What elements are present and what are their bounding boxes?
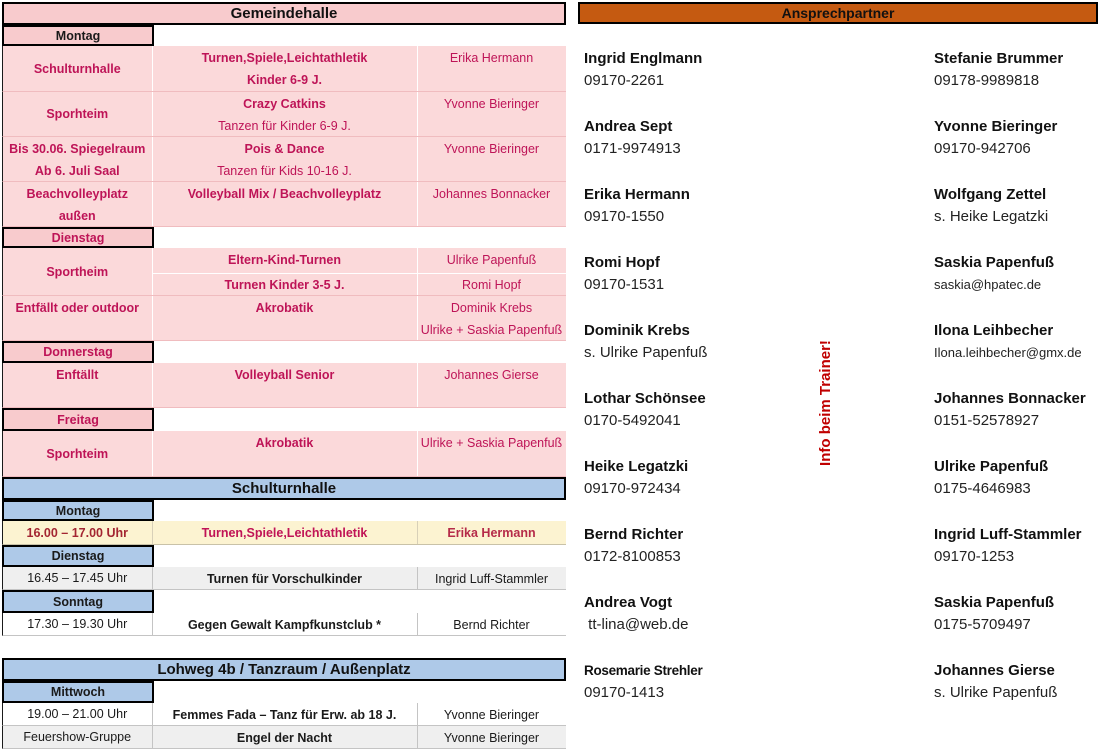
cell-text: Gegen Gewalt Kampfkunstclub *: [187, 618, 382, 632]
activity-cell: [152, 363, 418, 407]
cell-text: Ulrike + Saskia Papenfuß: [420, 323, 563, 337]
table-row: [2, 296, 566, 341]
table-row: [2, 726, 566, 749]
room-cell: [3, 703, 152, 725]
contact-name: Yvonne Bieringer: [934, 118, 1058, 135]
day-label: Donnerstag: [2, 341, 154, 363]
cell-text: Yvonne Bieringer: [443, 97, 540, 111]
day-row: [2, 590, 566, 613]
contact-info: 0171-9974913: [584, 140, 681, 157]
contact-entry: [584, 660, 924, 728]
contact-entry: [584, 184, 924, 252]
contact-name: Ingrid Luff-Stammler: [934, 526, 1082, 543]
cell-text: Turnen Kinder 3-5 J.: [153, 273, 417, 295]
room-cell: [3, 726, 152, 748]
section-title: Schulturnhalle: [2, 477, 566, 500]
contact-info: s. Heike Legatzki: [934, 208, 1049, 225]
trainer-cell: [418, 46, 566, 91]
table-row: [2, 182, 566, 227]
room-cell: [3, 431, 152, 476]
trainer-cell: [418, 567, 566, 589]
cell-text: Turnen für Vorschulkinder: [206, 572, 363, 586]
contacts-panel-title: Ansprechpartner: [578, 2, 1098, 24]
cell-text: 16.00 – 17.00 Uhr: [26, 525, 128, 540]
trainer-cell: [418, 431, 566, 476]
schedule-section: [2, 2, 566, 477]
contact-info: s. Ulrike Papenfuß: [584, 344, 708, 361]
contact-info: 09170-972434: [584, 480, 681, 497]
cell-text: Dominik Krebs: [450, 301, 533, 315]
cell-text: Eltern-Kind-Turnen: [228, 253, 341, 267]
contact-info: 09170-942706: [934, 140, 1031, 157]
contact-entry: [934, 320, 1100, 388]
activity-cell: [152, 92, 418, 136]
cell-text: Romi Hopf: [418, 273, 566, 295]
cell-text: Femmes Fada – Tanz für Erw. ab 18 J.: [172, 708, 397, 722]
contact-entry: [584, 252, 924, 320]
cell-text: außen: [58, 209, 96, 223]
day-row: [2, 25, 566, 46]
day-label: Freitag: [2, 408, 154, 431]
cell-text: Sportheim: [46, 264, 109, 279]
day-row: [2, 408, 566, 431]
contact-name: Wolfgang Zettel: [934, 186, 1047, 203]
cell-text: Engel der Nacht: [236, 731, 333, 745]
contact-info: 09170-1413: [584, 684, 665, 701]
cell-text: Schulturnhalle: [33, 61, 121, 76]
contact-name: Romi Hopf: [584, 254, 660, 271]
day-label: Montag: [2, 500, 154, 521]
activity-cell: [152, 137, 418, 181]
contact-info: 09170-1253: [934, 548, 1015, 565]
day-row: [2, 681, 566, 703]
contact-entry: [584, 524, 924, 592]
contact-name: Heike Legatzki: [584, 458, 689, 475]
cell-text: Pois & Dance: [244, 142, 325, 156]
contact-entry: [584, 320, 924, 388]
contact-name: Andrea Sept: [584, 118, 673, 135]
contact-name: Johannes Bonnacker: [934, 390, 1086, 407]
trainer-cell: [418, 726, 566, 748]
cell-text: Bis 30.06. Spiegelraum: [9, 142, 146, 156]
room-cell: [3, 521, 152, 544]
contact-entry: [934, 184, 1100, 252]
room-cell: [3, 182, 152, 226]
cell-text: Erika Hermann: [449, 51, 534, 65]
cell-text: Johannes Gierse: [444, 368, 539, 382]
cell-text: Feuershow-Gruppe: [23, 730, 132, 744]
table-row: [2, 703, 566, 726]
cell-text: Beachvolleyplatz: [26, 187, 128, 201]
room-cell: [3, 296, 152, 340]
cell-text: Enftällt: [56, 368, 99, 382]
day-row: [2, 545, 566, 567]
contact-entry: [934, 48, 1100, 116]
contact-entry: [934, 524, 1100, 592]
activity-cell: [152, 726, 418, 748]
table-row: [2, 363, 566, 408]
contact-name: Johannes Gierse: [934, 662, 1055, 679]
cell-text: Erika Hermann: [447, 526, 536, 540]
table-row: [2, 92, 566, 137]
cell-text: Volleyball Mix / Beachvolleyplatz: [187, 187, 382, 201]
contact-info: 0170-5492041: [584, 412, 681, 429]
cell-text: Yvonne Bieringer: [443, 708, 540, 722]
contact-entry: [584, 456, 924, 524]
table-row: [2, 46, 566, 92]
cell-text: Akrobatik: [255, 436, 314, 450]
cell-text: Sporhteim: [46, 107, 109, 121]
contact-info: 09170-1550: [584, 208, 665, 225]
contact-info: 0175-4646983: [934, 480, 1031, 497]
contact-name: Rosemarie Strehler: [584, 663, 703, 678]
contact-info: 0151-52578927: [934, 412, 1040, 429]
contact-info: 09170-1531: [584, 276, 665, 293]
trainer-cell: [418, 296, 566, 340]
day-row: [2, 500, 566, 521]
contact-entry: [934, 116, 1100, 184]
contact-info: saskia@hpatec.de: [934, 277, 1042, 292]
activity-cell: [152, 431, 418, 476]
contact-name: Ulrike Papenfuß: [934, 458, 1049, 475]
section-title: Lohweg 4b / Tanzraum / Außenplatz: [2, 658, 566, 681]
activity-cell: [152, 703, 418, 725]
cell-text: Volleyball Senior: [234, 368, 335, 382]
activity-cell: [152, 46, 418, 91]
contact-info: 0172-8100853: [584, 548, 681, 565]
room-cell: [3, 137, 152, 181]
room-cell: [3, 248, 152, 295]
contact-info: 0175-5709497: [934, 616, 1031, 633]
contact-name: Ingrid Englmann: [584, 50, 703, 67]
trainer-cell: [418, 248, 566, 295]
schedule-tables: [2, 2, 566, 749]
activity-cell: [152, 248, 418, 295]
contact-entry: [584, 48, 924, 116]
day-label: Montag: [2, 25, 154, 46]
cell-text: Entfällt oder outdoor: [15, 301, 140, 315]
day-label: Mittwoch: [2, 681, 154, 703]
contact-name: Andrea Vogt: [584, 594, 673, 611]
schedule-section: [2, 477, 566, 636]
room-cell: [3, 46, 152, 91]
section-title: Gemeindehalle: [2, 2, 566, 25]
contact-info: 09170-2261: [584, 72, 665, 89]
trainer-cell: [418, 92, 566, 136]
contact-entry: [584, 388, 924, 456]
cell-text: Ab 6. Juli Saal: [34, 164, 120, 178]
day-label: Dienstag: [2, 545, 154, 567]
cell-text: Ingrid Luff-Stammler: [434, 572, 548, 586]
trainer-cell: [418, 182, 566, 226]
contact-entry: [934, 388, 1100, 456]
cell-text: Bernd Richter: [453, 618, 530, 632]
contact-entry: [934, 252, 1100, 320]
contact-entry: [584, 116, 924, 184]
table-row: [2, 431, 566, 477]
day-row: [2, 227, 566, 248]
cell-text: Turnen,Spiele,Leichtathletik: [201, 51, 368, 65]
cell-text: 16.45 – 17.45 Uhr: [27, 571, 128, 585]
contact-entry: [584, 592, 924, 660]
activity-cell: [152, 521, 418, 544]
cell-text: 19.00 – 21.00 Uhr: [27, 707, 128, 721]
contact-entry: [934, 456, 1100, 524]
cell-text: Crazy Catkins: [243, 97, 326, 111]
cell-text: Yvonne Bieringer: [443, 142, 540, 156]
contact-entry: [934, 660, 1100, 728]
cell-text: Turnen,Spiele,Leichtathletik: [201, 526, 368, 540]
cell-text: Akrobatik: [255, 301, 314, 315]
contact-name: Stefanie Brummer: [934, 50, 1064, 67]
table-row: [2, 137, 566, 182]
contact-info: tt-lina@web.de: [584, 616, 689, 633]
activity-cell: [152, 567, 418, 589]
table-row: [2, 521, 566, 545]
table-row: [2, 567, 566, 590]
trainer-cell: [418, 363, 566, 407]
contact-name: Saskia Papenfuß: [934, 254, 1055, 271]
contact-info: 09178-9989818: [934, 72, 1040, 89]
cell-text: Tanzen für Kids 10-16 J.: [217, 164, 352, 178]
trainer-cell: [418, 613, 566, 635]
table-row: [2, 613, 566, 636]
cell-text: Ulrike + Saskia Papenfuß: [420, 436, 563, 450]
contact-name: Lothar Schönsee: [584, 390, 706, 407]
room-cell: [3, 363, 152, 407]
day-row: [2, 341, 566, 363]
activity-cell: [152, 296, 418, 340]
room-cell: [3, 567, 152, 589]
table-row: [2, 248, 566, 296]
cell-text: Tanzen für Kinder 6-9 J.: [218, 119, 351, 133]
contacts-column-right: [934, 48, 1100, 728]
room-cell: [3, 613, 152, 635]
room-cell: [3, 92, 152, 136]
contacts-column-left: [584, 48, 924, 728]
contact-info: s. Ulrike Papenfuß: [934, 684, 1058, 701]
contact-info: Ilona.leihbecher@gmx.de: [934, 345, 1082, 360]
contact-name: Dominik Krebs: [584, 322, 690, 339]
trainer-cell: [418, 703, 566, 725]
info-beim-trainer-note: Info beim Trainer!: [817, 340, 834, 466]
cell-text: Sporhteim: [46, 446, 109, 461]
cell-text: Ulrike Papenfuß: [446, 253, 537, 267]
contact-entry: [934, 592, 1100, 660]
activity-cell: [152, 182, 418, 226]
trainer-cell: [418, 137, 566, 181]
day-label: Dienstag: [2, 227, 154, 248]
schedule-section: [2, 658, 566, 749]
contact-name: Bernd Richter: [584, 526, 684, 543]
day-label: Sonntag: [2, 590, 154, 613]
cell-text: Johannes Bonnacker: [432, 187, 551, 201]
cell-text: 17.30 – 19.30 Uhr: [27, 617, 128, 631]
contact-name: Saskia Papenfuß: [934, 594, 1055, 611]
activity-cell: [152, 613, 418, 635]
contact-name: Erika Hermann: [584, 186, 690, 203]
trainer-cell: [418, 521, 566, 544]
cell-text: Kinder 6-9 J.: [246, 73, 323, 87]
contact-name: Ilona Leihbecher: [934, 322, 1054, 339]
cell-text: Yvonne Bieringer: [443, 731, 540, 745]
